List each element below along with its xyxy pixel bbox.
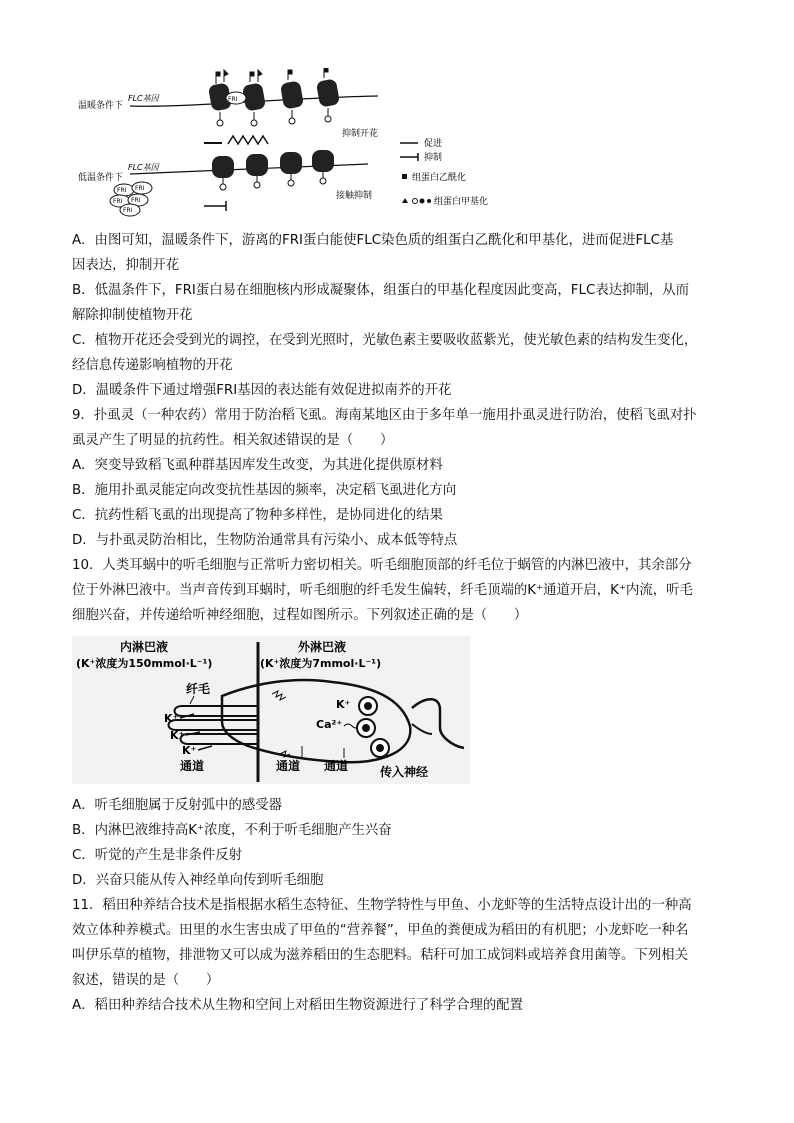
q9-option-c: C．抗药性稻飞虱的出现提高了物种多样性，是协同进化的结果	[72, 508, 443, 523]
row2-gene-label: FLC基因	[128, 163, 159, 172]
row2-condition-label: 低温条件下	[78, 173, 124, 183]
q9-option-a: A．突变导致稻飞虱种群基因库发生改变，为其进化提供原材料	[72, 458, 443, 473]
k-ion-label-1: K⁺	[164, 712, 179, 725]
q10-option-c: C．听觉的产生是非条件反射	[72, 848, 243, 863]
fri-protein-row1	[226, 92, 246, 104]
svg-text:FRI: FRI	[228, 96, 238, 103]
q9-stem-line2: 虱灵产生了明显的抗药性。相关叙述错误的是（ ）	[72, 433, 394, 448]
k-ion-label-4: K⁺	[336, 698, 351, 711]
row1-nucleosome-1	[208, 82, 232, 126]
row2-nucleosome-3	[280, 152, 302, 186]
q9-stem-line1: 9．扑虱灵（一种农药）常用于防治稻飞虱。海南某地区由于多年单一施用扑虱灵进行防治，使稻飞虱对扑	[72, 408, 697, 423]
inner-lymph-title: 内淋巴液	[120, 640, 169, 654]
legend	[400, 137, 488, 207]
q10-option-b: B．内淋巴液维持高K⁺浓度，不利于听毛细胞产生兴奋	[72, 823, 392, 838]
q8-option-b-line1: B．低温条件下，FRI蛋白易在细胞核内形成凝聚体，组蛋白的甲基化程度因此变高，FLC表达抑制，从而	[72, 283, 690, 298]
channel-label-3: 通道	[324, 759, 349, 773]
row2-result-label: 接触抑制	[336, 191, 373, 201]
outer-lymph-conc: (K⁺浓度为7mmol·L⁻¹)	[260, 657, 382, 670]
q8-option-d: D．温暖条件下通过增强FRI基因的表达能有效促进拟南芥的开花	[72, 383, 452, 398]
row2-nucleosome-4	[312, 150, 334, 184]
row1-nucleosome-3	[280, 80, 304, 124]
q10-option-d: D．兴奋只能从传入神经单向传到听毛细胞	[72, 873, 324, 888]
legend-acetylation: 组蛋白乙酰化	[412, 173, 467, 183]
svg-text:FRI: FRI	[123, 207, 133, 214]
channel-label-1: 通道	[180, 759, 205, 773]
q11-stem-line1: 11．稻田种养结合技术是指根据水稻生态特征、生物学特性与甲鱼、小龙虾等的生活特点设计出的一种高	[72, 898, 692, 913]
q8-option-a-line2: 因表达，抑制开花	[72, 258, 180, 273]
afferent-nerve-label: 传入神经	[380, 765, 429, 779]
row2-nucleosome-1	[212, 156, 234, 190]
legend-methylation: 组蛋白甲基化	[434, 197, 489, 207]
outer-lymph-title: 外淋巴液	[298, 640, 347, 654]
q8-option-c-line2: 经信息传递影响植物的开花	[72, 358, 233, 373]
row1-result-label: 抑制开花	[342, 129, 379, 139]
q11-stem-line4: 叙述，错误的是（ ）	[72, 973, 220, 988]
legend-promote: 促进	[424, 139, 443, 149]
mrna-wave	[228, 136, 268, 144]
inner-lymph-conc: (K⁺浓度为150mmol·L⁻¹)	[76, 657, 213, 670]
svg-text:FRI: FRI	[135, 185, 145, 192]
legend-inhibit: 抑制	[424, 153, 443, 163]
q10-stem-line3: 细胞兴奋，并传递给听神经细胞，过程如图所示。下列叙述正确的是（ ）	[72, 608, 528, 623]
q9-option-d: D．与扑虱灵防治相比，生物防治通常具有污染小、成本低等特点	[72, 533, 458, 548]
ca-ion-label: Ca²⁺	[316, 718, 343, 731]
row2-nucleosome-2	[246, 154, 268, 188]
svg-text:FRI: FRI	[117, 187, 127, 194]
k-ion-label-2: K⁺	[170, 729, 185, 742]
q11-option-a: A．稻田种养结合技术从生物和空间上对稻田生物资源进行了科学合理的配置	[72, 998, 524, 1013]
fri-condensate	[110, 182, 152, 216]
k-ion-label-3: K⁺	[182, 744, 197, 757]
q11-stem-line3: 叫伊乐草的植物，排泄物又可以成为滋养稻田的生态肥料。秸秆可加工成饲料或培养食用菌等。下列相关	[72, 948, 688, 963]
q11-stem-line2: 效立体种养模式。田里的水生害虫成了甲鱼的“营养餐”，甲鱼的粪便成为稻田的有机肥；小龙虾吃一种名	[72, 923, 689, 938]
hair-cell-figure	[72, 636, 470, 784]
q10-option-a: A．听毛细胞属于反射弧中的感受器	[72, 798, 283, 813]
q10-stem-line1: 10．人类耳蜗中的听毛细胞与正常听力密切相关。听毛细胞顶部的纤毛位于蜗管的内淋巴液中，其余部分	[72, 558, 692, 573]
cilia-label: 纤毛	[186, 682, 211, 696]
q10-stem-line2: 位于外淋巴液中。当声音传到耳蜗时，听毛细胞的纤毛发生偏转，纤毛顶端的K⁺通道开启，K⁺内流，听毛	[72, 583, 693, 598]
row1-gene-label: FLC基因	[128, 94, 159, 103]
row1-nucleosome-4	[316, 78, 340, 122]
row1-condition-label: 温暖条件下	[78, 101, 124, 111]
svg-text:FRI: FRI	[113, 198, 123, 205]
channel-label-2: 通道	[276, 759, 301, 773]
q9-option-b: B．施用扑虱灵能定向改变抗性基因的频率，决定稻飞虱进化方向	[72, 483, 457, 498]
flc-regulation-figure	[78, 68, 520, 218]
acetylation-marks	[216, 68, 328, 84]
q8-option-a-line1: A．由图可知，温暖条件下，游离的FRI蛋白能使FLC染色质的组蛋白乙酰化和甲基化，进而促进FLC基	[72, 233, 674, 248]
q8-option-c-line1: C．植物开花还会受到光的调控，在受到光照时，光敏色素主要吸收蓝紫光，使光敏色素的结构发生变化，	[72, 333, 698, 348]
svg-text:FRI: FRI	[131, 197, 141, 204]
q8-option-b-line2: 解除抑制使植物开花	[72, 308, 193, 323]
row1-nucleosome-2	[242, 82, 266, 126]
